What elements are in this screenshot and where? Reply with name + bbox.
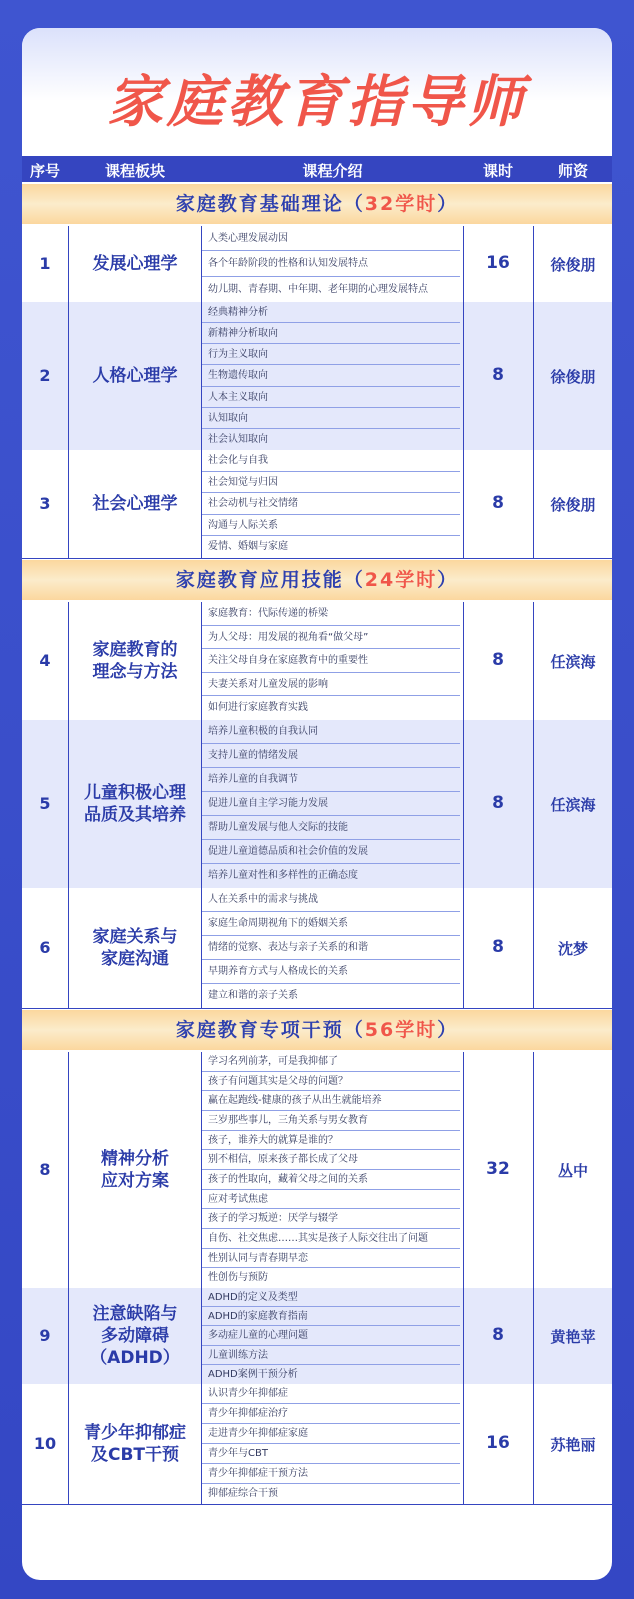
course-item: ADHD的定义及类型 [202, 1288, 460, 1307]
course-item: 抑郁症综合干预 [208, 1488, 278, 1499]
course-teacher: 黄艳苹 [550, 1328, 596, 1346]
course-item: 为人父母：用发展的视角看“做父母” [202, 626, 460, 650]
course-item: 各个年龄阶段的性格和认知发展特点 [202, 251, 460, 276]
course-module-line: 家庭沟通 [101, 949, 169, 969]
course-teacher: 任滨海 [550, 653, 596, 671]
section-close: ） [437, 193, 459, 215]
course-hours: 16 [486, 1433, 510, 1453]
course-item: 自伤、社交焦虑……其实是孩子人际交往出了问题 [202, 1229, 460, 1249]
course-item: 性别认同与青春期早恋 [202, 1249, 460, 1269]
course-item: 性创伤与预防 [208, 1272, 268, 1284]
course-teacher: 苏艳丽 [550, 1436, 596, 1454]
course-item: 帮助儿童发展与他人交际的技能 [202, 816, 460, 840]
course-items [202, 450, 463, 558]
row-number: 6 [39, 938, 51, 957]
course-item: 经典精神分析 [202, 302, 460, 323]
table-row [22, 888, 612, 1009]
course-item: 人类心理发展动因 [202, 226, 460, 251]
row-number: 3 [39, 494, 51, 513]
course-item: 社会化与自我 [202, 450, 460, 472]
header-teacher: 师资 [557, 162, 588, 180]
course-items [202, 1052, 463, 1288]
course-item: 夫妻关系对儿童发展的影响 [202, 673, 460, 697]
row-number: 1 [39, 254, 51, 273]
course-item: ADHD的家庭教育指南 [202, 1307, 460, 1326]
row-number: 5 [39, 794, 51, 813]
course-item: 培养儿童对性和多样性的正确态度 [208, 870, 358, 881]
course-item: 孩子的学习叛逆：厌学与辍学 [202, 1209, 460, 1229]
course-item: 家庭教育：代际传递的桥梁 [202, 602, 460, 626]
course-item: 如何进行家庭教育实践 [208, 702, 308, 714]
course-item: 认知取向 [202, 408, 460, 429]
course-module-line: 家庭关系与 [92, 927, 178, 947]
course-items [202, 720, 463, 888]
course-item: 孩子有问题其实是父母的问题？ [202, 1072, 460, 1092]
course-item: 青少年抑郁症干预方法 [202, 1464, 460, 1484]
course-items [202, 602, 463, 720]
course-module [69, 253, 201, 275]
course-item: 社会认知取向 [208, 433, 268, 445]
section-header [22, 184, 612, 224]
row-number: 10 [33, 1434, 57, 1453]
row-number: 8 [39, 1160, 51, 1179]
course-hours: 8 [492, 937, 504, 957]
course-module-line: 青少年抑郁症 [84, 1423, 186, 1443]
course-module [69, 1422, 201, 1466]
course-item: ADHD案例干预分析 [208, 1368, 298, 1380]
course-teacher: 徐俊朋 [550, 368, 596, 386]
course-item: 社会知觉与归因 [202, 472, 460, 494]
course-item: 幼儿期、青春期、中年期、老年期的心理发展特点 [208, 283, 428, 295]
course-item: 别不相信，原来孩子都长成了父母 [202, 1150, 460, 1170]
course-item: 青少年抑郁症治疗 [202, 1404, 460, 1424]
course-item: 人本主义取向 [202, 387, 460, 408]
course-teacher: 丛中 [557, 1162, 588, 1180]
course-item: 培养儿童积极的自我认同 [202, 720, 460, 744]
course-teacher: 徐俊朋 [550, 496, 596, 514]
course-item: 孩子的性取向，藏着父母之间的关系 [202, 1170, 460, 1190]
course-hours: 8 [492, 650, 504, 670]
table-row [22, 720, 612, 889]
course-item: 培养儿童的自我调节 [202, 768, 460, 792]
course-item: 关注父母自身在家庭教育中的重要性 [202, 649, 460, 673]
course-module-line: 人格心理学 [92, 366, 178, 386]
course-module [69, 493, 201, 515]
course-hours: 8 [492, 1325, 504, 1345]
course-module-line: 及CBT干预 [90, 1445, 180, 1465]
course-card [22, 28, 612, 1580]
course-item: 新精神分析取向 [202, 323, 460, 344]
course-module-line: 应对方案 [101, 1171, 169, 1191]
title-band [22, 28, 612, 150]
table-row [22, 602, 612, 721]
section-title: 家庭教育应用技能（ [175, 569, 365, 591]
course-module-line: 注意缺陷与 [92, 1304, 178, 1324]
course-module [69, 1148, 201, 1192]
course-item: 应对考试焦虑 [202, 1190, 460, 1210]
section-header [22, 1010, 612, 1050]
row-number: 9 [39, 1326, 51, 1345]
course-teacher: 徐俊朋 [550, 256, 596, 274]
course-item: 建立和谐的亲子关系 [208, 990, 298, 1001]
course-module-line: 社会心理学 [92, 494, 178, 514]
course-module-line: 发展心理学 [92, 254, 178, 274]
course-item: 行为主义取向 [202, 344, 460, 365]
course-hours: 8 [492, 793, 504, 813]
course-items [202, 888, 463, 1008]
section-title: 家庭教育基础理论（ [175, 193, 365, 215]
course-item: 早期养育方式与人格成长的关系 [202, 960, 460, 984]
section-hours: 24学时 [364, 569, 438, 591]
row-number: 4 [39, 651, 51, 670]
course-item: 赢在起跑线-健康的孩子从出生就能培养 [202, 1091, 460, 1111]
course-items [202, 226, 463, 302]
header-module: 课程板块 [104, 162, 165, 180]
course-module [69, 782, 201, 826]
course-module-line: 儿童积极心理 [84, 783, 186, 803]
course-module [69, 365, 201, 387]
course-module [69, 1303, 201, 1369]
table-row [22, 302, 612, 451]
course-teacher: 沈梦 [557, 940, 588, 958]
course-item: 支持儿童的情绪发展 [202, 744, 460, 768]
course-hours: 8 [492, 365, 504, 385]
course-items [202, 302, 463, 450]
course-item: 儿童训练方法 [202, 1346, 460, 1365]
course-item: 促进儿童道德品质和社会价值的发展 [202, 840, 460, 864]
table-row [22, 1288, 612, 1385]
course-hours: 8 [492, 493, 504, 513]
course-teacher: 任滨海 [550, 796, 596, 814]
course-item: 家庭生命周期视角下的婚姻关系 [202, 912, 460, 936]
course-module-line: （ADHD） [90, 1348, 180, 1368]
course-items [202, 1384, 463, 1504]
course-module-line: 理念与方法 [92, 662, 178, 682]
section-hours: 56学时 [364, 1019, 438, 1041]
course-module-line: 多动障碍 [101, 1326, 169, 1346]
course-item: 走进青少年抑郁症家庭 [202, 1424, 460, 1444]
course-module [69, 639, 201, 683]
table-row [22, 1384, 612, 1505]
course-item: 认识青少年抑郁症 [202, 1384, 460, 1404]
course-item: 情绪的觉察、表达与亲子关系的和谐 [202, 936, 460, 960]
header-hours: 课时 [482, 162, 513, 180]
table-header [22, 156, 612, 182]
table-row [22, 226, 612, 303]
course-item: 孩子，谁养大的就算是谁的？ [202, 1131, 460, 1151]
course-module [69, 926, 201, 970]
row-number: 2 [39, 366, 51, 385]
course-item: 人在关系中的需求与挑战 [202, 888, 460, 912]
course-item: 学习名列前茅，可是我抑郁了 [202, 1052, 460, 1072]
table-row [22, 450, 612, 559]
header-num: 序号 [29, 162, 60, 180]
section-header [22, 560, 612, 600]
course-item: 生物遗传取向 [202, 365, 460, 386]
course-hours: 32 [486, 1159, 510, 1179]
header-intro: 课程介绍 [302, 162, 363, 180]
course-item: 社会动机与社交情绪 [202, 493, 460, 515]
course-item: 爱情、婚姻与家庭 [208, 541, 288, 553]
course-hours: 16 [486, 253, 510, 273]
section-close: ） [437, 1019, 459, 1041]
course-item: 促进儿童自主学习能力发展 [202, 792, 460, 816]
section-title: 家庭教育专项干预（ [175, 1019, 365, 1041]
page-title: 家庭教育指导师 [107, 70, 527, 135]
course-item: 三岁那些事儿，三角关系与男女教育 [202, 1111, 460, 1131]
course-item: 多动症儿童的心理问题 [202, 1326, 460, 1345]
course-item: 青少年与CBT [202, 1444, 460, 1464]
course-module-line: 品质及其培养 [84, 805, 186, 825]
course-items [202, 1288, 463, 1384]
section-hours: 32学时 [364, 193, 438, 215]
table-row [22, 1052, 612, 1289]
course-module-line: 家庭教育的 [92, 640, 178, 660]
section-close: ） [437, 569, 459, 591]
course-item: 沟通与人际关系 [202, 515, 460, 537]
course-module-line: 精神分析 [101, 1149, 169, 1169]
